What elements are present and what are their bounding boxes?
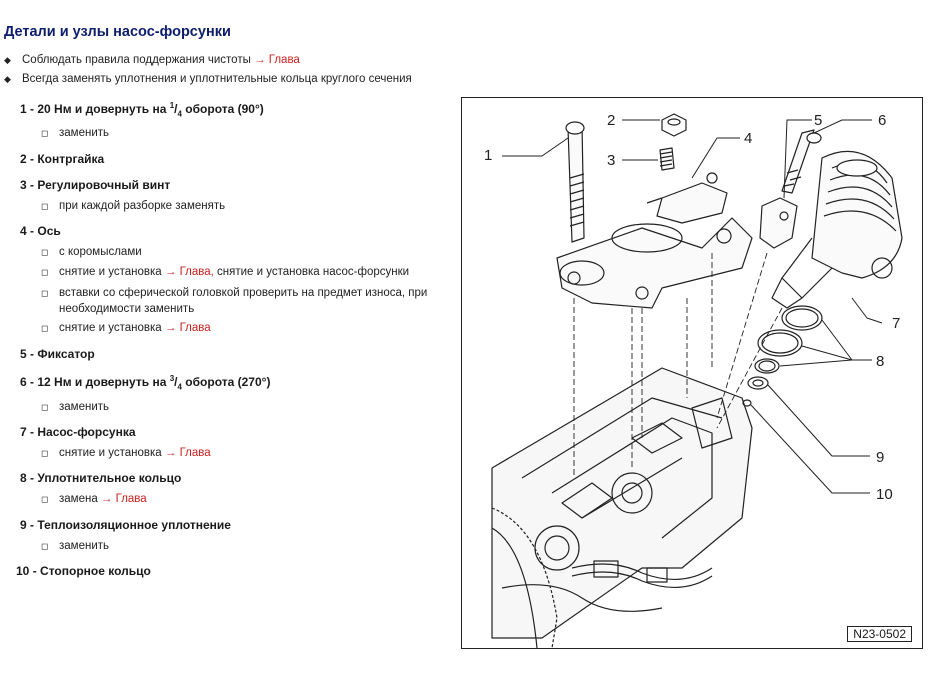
square-bullet-icon: ◻	[41, 448, 49, 458]
item-label: Контргайка	[37, 152, 105, 166]
square-bullet-icon: ◻	[41, 494, 49, 504]
note-text: Соблюдать правила поддержания чистоты	[22, 54, 255, 66]
sub-text: заменить	[59, 401, 110, 413]
page-title: Детали и узлы насос-форсунки	[4, 24, 231, 40]
clamp-drawing	[760, 198, 797, 248]
item-3-sub-1	[41, 198, 225, 214]
item-8: 8 - Уплотнительное кольцо	[20, 471, 182, 485]
callout-3: 3	[607, 152, 616, 169]
item-label: Фиксатор	[37, 347, 95, 361]
cylinder-head-drawing	[492, 368, 752, 648]
exploded-view-drawing	[462, 98, 922, 648]
chapter-link[interactable]: → Глава	[164, 322, 211, 334]
square-bullet-icon: ◻	[41, 541, 49, 551]
item-number: 10	[16, 564, 30, 578]
fraction-numerator: 1	[169, 101, 175, 110]
item-number: 2	[20, 152, 27, 166]
item-9-sub-1	[41, 538, 109, 554]
item-label: 12 Нм и довернуть на	[37, 375, 170, 389]
item-label: Ось	[37, 224, 61, 238]
figure-code: N23-0502	[847, 626, 912, 642]
item-5: 5 - Фиксатор	[20, 347, 95, 361]
item-6-sub-1	[41, 399, 109, 415]
callout-8: 8	[876, 353, 885, 370]
sub-text: вставки со сферической головкой проверить на предмет износа, при необходимости заменить	[59, 287, 428, 315]
item-label: Уплотнительное кольцо	[37, 471, 182, 485]
item-label-tail: оборота (90°)	[181, 102, 264, 116]
item-number: 6	[20, 375, 27, 389]
item-4: 4 - Ось	[20, 224, 61, 238]
adjusting-screw-drawing	[660, 148, 674, 170]
sub-text: при каждой разборке заменять	[59, 200, 226, 212]
fraction-denominator: 4	[177, 382, 182, 392]
callout-10: 10	[876, 486, 893, 503]
fraction-denominator: 4	[177, 109, 182, 119]
item-label: Теплоизоляционное уплотнение	[37, 518, 231, 532]
note-text: Всегда заменять уплотнения и уплотнительные кольца круглого сечения	[22, 73, 412, 85]
item-label: 20 Нм и довернуть на	[37, 102, 170, 116]
sub-text: заменить	[59, 127, 110, 139]
square-bullet-icon: ◻	[41, 402, 49, 412]
item-9: 9 - Теплоизоляционное уплотнение	[20, 518, 231, 532]
item-label-tail: оборота (270°)	[181, 375, 271, 389]
sub-text: снятие и установка	[59, 266, 165, 278]
item-1-sub-1	[41, 125, 109, 141]
square-bullet-icon: ◻	[41, 247, 49, 257]
square-bullet-icon: ◻	[41, 267, 49, 277]
bolt-drawing	[566, 122, 584, 242]
heat-shield-drawing	[748, 377, 768, 389]
callout-6: 6	[878, 112, 887, 129]
item-number: 8	[20, 471, 27, 485]
item-number: 4	[20, 224, 27, 238]
item-label: Стопорное кольцо	[40, 564, 151, 578]
exploded-view-figure	[461, 97, 923, 649]
item-2: 2 - Контргайка	[20, 152, 105, 166]
note-cleanliness	[4, 54, 300, 66]
item-6: 6 - 12 Нм и довернуть на $^3/_4$ оборота (270°)	[20, 374, 271, 392]
item-7-sub-1	[41, 445, 211, 461]
note-seals	[4, 73, 412, 85]
item-number: 7	[20, 425, 27, 439]
item-4-sub-4	[41, 320, 211, 336]
item-label: Регулировочный винт	[37, 178, 171, 192]
square-bullet-icon: ◻	[41, 323, 49, 333]
sub-text-tail: снятие и установка насос-форсунки	[213, 266, 410, 278]
item-number: 5	[20, 347, 27, 361]
rocker-shaft-drawing	[557, 173, 752, 308]
item-4-sub-1	[41, 244, 142, 260]
item-10: 10 - Стопорное кольцо	[16, 564, 151, 578]
callout-5: 5	[814, 112, 823, 129]
chapter-link[interactable]: → Глава	[100, 493, 147, 505]
square-bullet-icon: ◻	[41, 288, 49, 298]
item-3: 3 - Регулировочный винт	[20, 178, 171, 192]
item-4-sub-3	[41, 285, 451, 317]
callout-9: 9	[876, 449, 885, 466]
item-number: 3	[20, 178, 27, 192]
chapter-link[interactable]: → Глава	[254, 54, 300, 66]
item-7: 7 - Насос-форсунка	[20, 425, 136, 439]
sub-text: заменить	[59, 540, 110, 552]
sub-text: замена	[59, 493, 101, 505]
fraction-numerator: 3	[169, 374, 175, 383]
item-4-sub-2	[41, 264, 409, 280]
callout-1: 1	[484, 147, 493, 164]
item-number: 1	[20, 102, 27, 116]
item-number: 9	[20, 518, 27, 532]
callout-2: 2	[607, 112, 616, 129]
locknut-drawing	[662, 114, 686, 136]
item-label: Насос-форсунка	[37, 425, 136, 439]
square-bullet-icon: ◻	[41, 201, 49, 211]
sub-text: снятие и установка	[59, 447, 165, 459]
chapter-link[interactable]: → Глава,	[164, 266, 214, 278]
diamond-bullet-icon: ◆	[4, 74, 11, 84]
callout-7: 7	[892, 315, 901, 332]
bolt-6-drawing	[782, 130, 821, 193]
callout-4: 4	[744, 130, 753, 147]
sub-text: снятие и установка	[59, 322, 165, 334]
square-bullet-icon: ◻	[41, 128, 49, 138]
item-8-sub-1	[41, 491, 147, 507]
sub-text: с коромыслами	[59, 246, 142, 258]
diamond-bullet-icon: ◆	[4, 55, 11, 65]
item-1: 1 - 20 Нм и довернуть на $^1/_4$ оборота (90°)	[20, 101, 264, 119]
chapter-link[interactable]: → Глава	[164, 447, 211, 459]
